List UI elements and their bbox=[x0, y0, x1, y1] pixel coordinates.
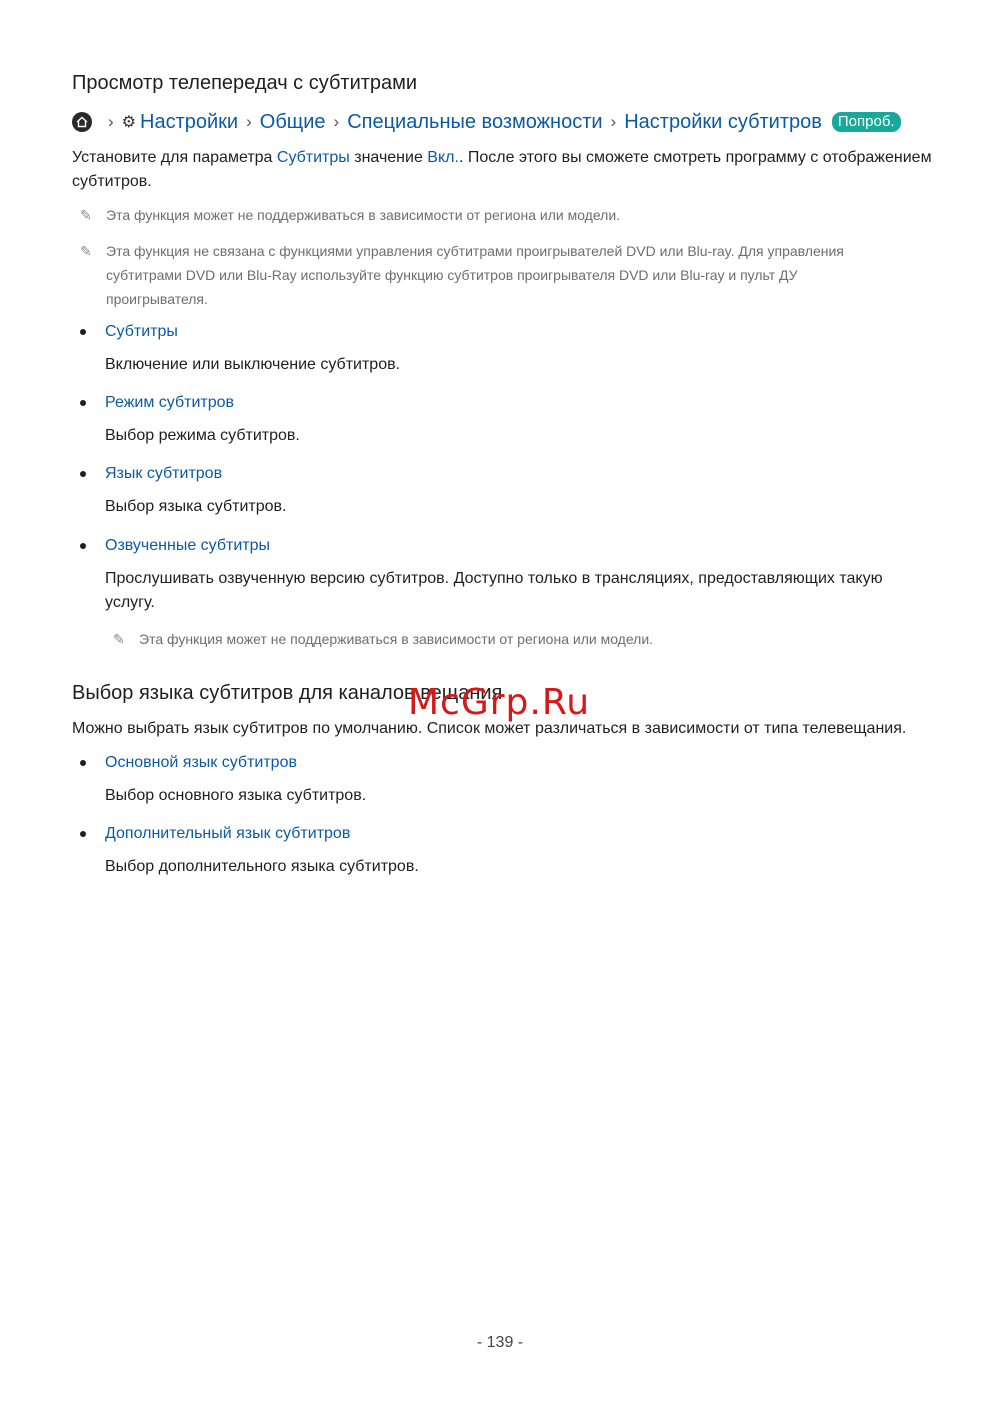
breadcrumb-accessibility[interactable]: Специальные возможности bbox=[347, 110, 603, 133]
try-now-badge[interactable]: Попроб. bbox=[832, 112, 901, 132]
home-icon[interactable] bbox=[72, 112, 92, 132]
breadcrumb bbox=[72, 108, 901, 136]
option-description: Прослушивать озвученную версию субтитров. Доступно только в трансляциях, предоставляющих такую услугу. bbox=[105, 570, 883, 611]
chevron-right-icon: › bbox=[333, 112, 340, 131]
intro-paragraph bbox=[72, 146, 932, 194]
option-description: Выбор дополнительного языка субтитров. bbox=[105, 858, 419, 875]
option-description: Включение или выключение субтитров. bbox=[105, 356, 401, 373]
note-text: Эта функция может не поддерживаться в зависимости от региона или модели. bbox=[139, 631, 654, 647]
chevron-right-icon: › bbox=[108, 112, 114, 131]
intro-text: Установите для параметра bbox=[72, 149, 277, 166]
gear-icon: ⚙ bbox=[121, 114, 137, 131]
watermark: McGrp.Ru bbox=[408, 682, 591, 723]
keyword-on: Вкл. bbox=[427, 149, 459, 166]
breadcrumb-caption-settings[interactable]: Настройки субтитров bbox=[624, 110, 822, 133]
note-text: Эта функция не связана с функциями управления субтитрами проигрывателей DVD или Blu-ray. Для управления субтитрами DVD или Blu-Ray используйте функцию субтитров проигрывателя DVD или Blu-ray и пульт ДУ проигрывателя. bbox=[106, 243, 844, 307]
option-spoken-captions: Озвученные субтитры bbox=[105, 537, 271, 554]
section-title: Просмотр телепередач с субтитрами bbox=[72, 72, 418, 94]
bullet-dot bbox=[80, 329, 86, 335]
bullet-dot bbox=[80, 400, 86, 406]
bullet-dot bbox=[80, 471, 86, 477]
breadcrumb-general[interactable]: Общие bbox=[259, 110, 326, 133]
section-intro: Можно выбрать язык субтитров по умолчанию. Список может различаться в зависимости от типа телевещания. bbox=[72, 720, 907, 737]
note bbox=[80, 203, 896, 227]
section-title: Выбор языка субтитров для каналов вещания bbox=[72, 682, 503, 704]
intro-text: значение bbox=[349, 149, 428, 166]
pencil-icon: ✎ bbox=[80, 207, 92, 223]
note-text: Эта функция может не поддерживаться в зависимости от региона или модели. bbox=[106, 207, 621, 223]
keyword-captions: Субтитры bbox=[276, 149, 350, 166]
chevron-right-icon: › bbox=[610, 112, 617, 131]
option-captions: Субтитры bbox=[105, 323, 178, 340]
option-caption-language: Язык субтитров bbox=[105, 465, 223, 482]
bullet-dot bbox=[80, 543, 86, 549]
bullet-dot bbox=[80, 831, 86, 837]
option-secondary-caption-language: Дополнительный язык субтитров bbox=[105, 825, 351, 842]
option-caption-mode: Режим субтитров bbox=[105, 394, 235, 411]
pencil-icon: ✎ bbox=[113, 631, 125, 647]
option-primary-caption-language: Основной язык субтитров bbox=[105, 754, 297, 771]
page-number: - 139 - bbox=[476, 1334, 524, 1351]
intro-text: . После этого вы сможете смотреть программу с отображением субтитров. bbox=[72, 149, 932, 190]
option-description: Выбор основного языка субтитров. bbox=[105, 787, 367, 804]
chevron-right-icon: › bbox=[246, 112, 252, 131]
option-description: Выбор режима субтитров. bbox=[105, 427, 300, 444]
bullet-dot bbox=[80, 760, 86, 766]
option-description: Выбор языка субтитров. bbox=[105, 498, 287, 515]
breadcrumb-settings[interactable]: Настройки bbox=[140, 110, 239, 133]
note bbox=[113, 627, 929, 651]
note bbox=[80, 239, 896, 311]
pencil-icon: ✎ bbox=[80, 243, 92, 259]
